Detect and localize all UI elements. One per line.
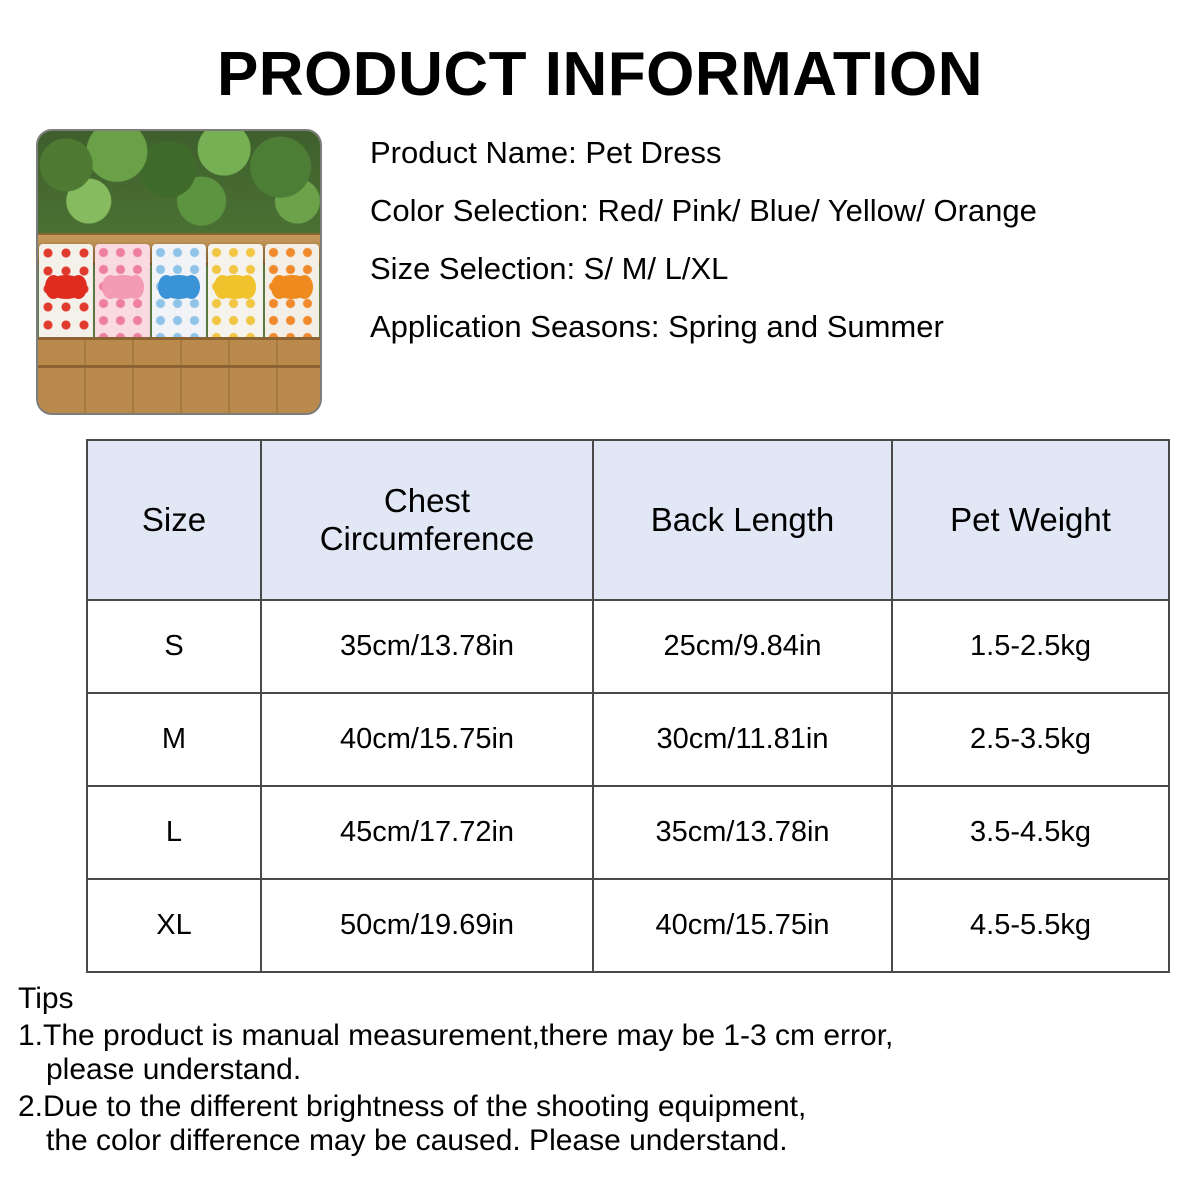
cell-size: M <box>87 693 261 786</box>
header-back-length: Back Length <box>593 440 892 600</box>
bow-icon <box>104 275 142 299</box>
tips-label: Tips <box>18 982 74 1016</box>
size-table-wrapper <box>86 439 1112 973</box>
table-row <box>87 879 1169 972</box>
product-photo <box>36 129 322 415</box>
info-application-seasons: Application Seasons: Spring and Summer <box>370 309 944 345</box>
tip-1-line-2: please understand. <box>46 1052 302 1086</box>
info-color-selection: Color Selection: Red/ Pink/ Blue/ Yellow/ Orange <box>370 193 1037 229</box>
tip-1-line-1: 1.The product is manual measurement,there may be 1-3 cm error, <box>18 1019 894 1053</box>
table-header-row <box>87 440 1169 600</box>
info-product-name: Product Name: Pet Dress <box>370 135 722 171</box>
cell-back: 40cm/15.75in <box>593 879 892 972</box>
cell-size: XL <box>87 879 261 972</box>
info-size-selection: Size Selection: S/ M/ L/XL <box>370 251 729 287</box>
size-chart-table <box>86 439 1170 973</box>
product-info-section <box>0 107 1200 415</box>
cell-back: 25cm/9.84in <box>593 600 892 693</box>
cell-chest: 40cm/15.75in <box>261 693 593 786</box>
cell-chest: 35cm/13.78in <box>261 600 593 693</box>
tip-item-2 <box>18 1090 1200 1157</box>
cell-weight: 1.5-2.5kg <box>892 600 1169 693</box>
cell-weight: 2.5-3.5kg <box>892 693 1169 786</box>
cell-size: L <box>87 786 261 879</box>
header-chest-line2: Circumference <box>319 520 535 558</box>
header-pet-weight: Pet Weight <box>892 440 1169 600</box>
cell-back: 30cm/11.81in <box>593 693 892 786</box>
header-chest-circumference <box>261 440 593 600</box>
header-chest-line1: Chest <box>383 482 471 520</box>
cell-chest: 45cm/17.72in <box>261 786 593 879</box>
tips-section <box>18 981 1200 1157</box>
cell-chest: 50cm/19.69in <box>261 879 593 972</box>
cell-weight: 4.5-5.5kg <box>892 879 1169 972</box>
table-row <box>87 786 1169 879</box>
cell-back: 35cm/13.78in <box>593 786 892 879</box>
bow-icon <box>216 275 254 299</box>
tip-item-1 <box>18 1019 1200 1086</box>
wooden-deck <box>38 337 320 413</box>
bow-icon <box>47 275 85 299</box>
product-info-list <box>322 129 1037 369</box>
tip-2-line-1: 2.Due to the different brightness of the shooting equipment, <box>18 1090 807 1124</box>
cell-size: S <box>87 600 261 693</box>
foliage-background <box>38 131 320 244</box>
tip-2-line-2: the color difference may be caused. Please understand. <box>46 1123 788 1157</box>
table-row <box>87 600 1169 693</box>
table-row <box>87 693 1169 786</box>
cell-weight: 3.5-4.5kg <box>892 786 1169 879</box>
bow-icon <box>160 275 198 299</box>
bow-icon <box>273 275 311 299</box>
header-size: Size <box>87 440 261 600</box>
page-title: PRODUCT INFORMATION <box>216 40 984 109</box>
